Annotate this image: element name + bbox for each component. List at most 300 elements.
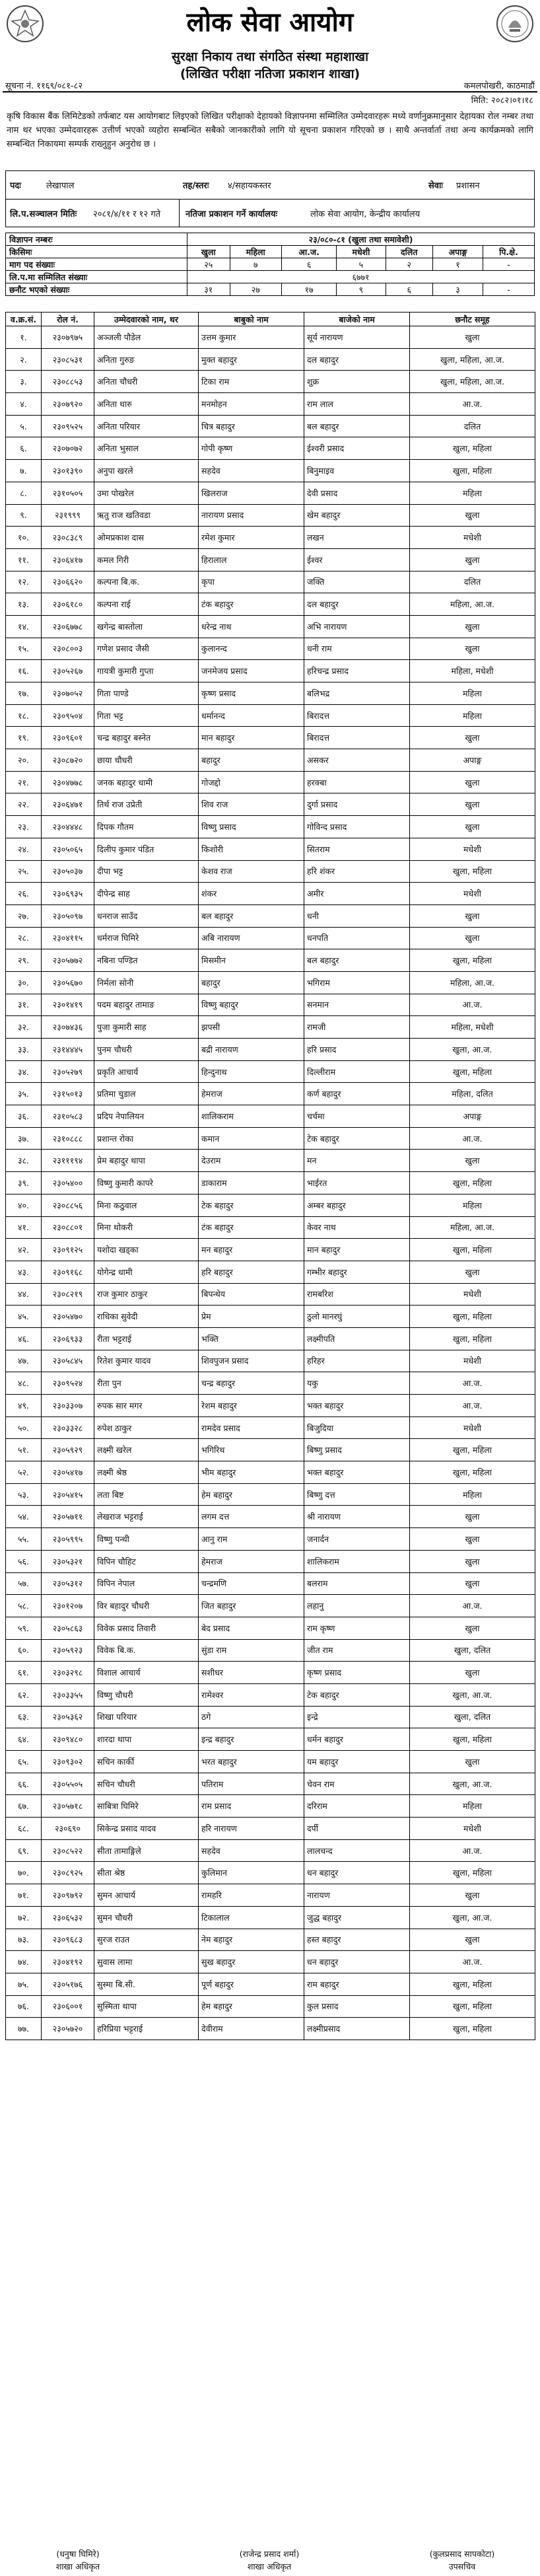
cell-grandfather-name: यम बहादुर [304,1751,410,1773]
cell-candidate-name: शिखा परियार [94,1706,199,1728]
cell-candidate-name: अनिता भुसाल [94,437,199,460]
cell-roll-no: २३१५०१३ [42,1083,94,1105]
cell-father-name: हरि नारायण [199,1818,304,1840]
cell-roll-no: २३०९५२५ [42,415,94,437]
table-row [6,1773,535,1795]
header-divider [3,91,537,92]
cell-roll-no: २३०५७७२ [42,949,94,972]
cell-grandfather-name: राम कृष्ण [304,1617,410,1639]
cell-group: महिला, मधेशी [410,660,535,682]
cell-group: खुला, दलित [410,1706,535,1728]
cell-roll-no: २३०५९२९ [42,1439,94,1461]
table-row [6,482,535,504]
cell-group: दलित [410,571,535,593]
cell-roll-no: २३०६४१७ [42,548,94,571]
cell-candidate-name: विर बहादुर चौधरी [94,1595,199,1617]
cell-roll-no: २३०७४३६ [42,1016,94,1039]
cell-sn: ७६. [6,1995,42,2018]
posts-cell: २ [386,258,432,271]
cell-group: खुला [410,927,535,949]
cell-roll-no: २३०७०७२ [42,437,94,460]
table-row [6,1662,535,1684]
cell-father-name: मान बहादुर [199,727,304,749]
cell-sn: ५६. [6,1550,42,1572]
cell-roll-no: २३०४१९२ [42,1951,94,1973]
cell-roll-no: २३०९६०१ [42,727,94,749]
cell-candidate-name: राज कुमार ठाकुर [94,1283,199,1306]
cell-grandfather-name: सनमान [304,994,410,1016]
cell-candidate-name: दिपक गौतम [94,816,199,838]
cell-group: आ.ज. [410,1395,535,1417]
cell-sn: ३१. [6,994,42,1016]
cell-candidate-name: पदम बहादुर तामाङ [94,994,199,1016]
cell-roll-no: २३०८८५३ [42,371,94,393]
posts-cell: १ [432,258,483,271]
cell-father-name: धरेन्द्र नाथ [199,615,304,638]
cell-grandfather-name: दरिराम [304,1795,410,1818]
cell-candidate-name: सुमन चौधरी [94,1906,199,1929]
table-row [6,1127,535,1150]
cell-father-name: भगिरिथ [199,1439,304,1461]
cell-group: अपाङ्ग [410,749,535,772]
cell-grandfather-name: राम बहादुर [304,1973,410,1995]
cell-grandfather-name: अभि नारायण [304,615,410,638]
cell-group: खुला, महिला [410,1306,535,1328]
cell-father-name: सहदेव [199,1839,304,1862]
cell-grandfather-name: दुर्गा प्रसाद [304,793,410,816]
cell-candidate-name: लक्ष्मी श्रेष्ठ [94,1461,199,1484]
cell-father-name: देउराम [199,1150,304,1172]
cell-grandfather-name: गोविन्द प्रसाद [304,816,410,838]
cell-roll-no: २३०४११५ [42,927,94,949]
cell-candidate-name: प्रदिप नेपालियन [94,1105,199,1128]
cell-candidate-name: पुनम चौधरी [94,1039,199,1061]
cell-sn: ३२. [6,1016,42,1039]
category-cell: खुला [187,246,230,258]
table-row [6,1372,535,1395]
cell-father-name: देवीराम [199,2018,304,2040]
cell-father-name: केशव राज [199,860,304,883]
cell-sn: १६. [6,660,42,682]
cell-sn: ३३. [6,1039,42,1061]
passed-cell: १७ [281,283,336,296]
cell-father-name: बिपन्थेय [199,1283,304,1306]
cell-candidate-name: गायत्री कुमारी गुप्ता [94,660,199,682]
table-row [6,1239,535,1261]
cell-sn: ४. [6,393,42,416]
cell-grandfather-name: बल बहादुर [304,415,410,437]
cell-father-name: टिका राम [199,371,304,393]
cell-sn: ४८. [6,1372,42,1395]
notice-header [0,0,540,94]
cell-roll-no: २३०४७७८ [42,771,94,793]
table-row [6,1683,535,1706]
cell-roll-no: २३०९१२५ [42,1239,94,1261]
cell-roll-no: २३०८८५६ [42,1194,94,1216]
cell-roll-no: २३०३३५५ [42,1683,94,1706]
cell-candidate-name: रीता भट्टराई [94,1327,199,1350]
cell-roll-no: २३०८५२२ [42,1839,94,1862]
signature-block [197,2548,342,2573]
table-row [6,371,535,393]
cell-father-name: हेमराज [199,1550,304,1572]
cell-candidate-name: दीपा भट्ट [94,860,199,883]
cell-candidate-name: गिता भट्ट [94,704,199,727]
table-row [6,1172,535,1195]
cell-roll-no: २३०५७११ [42,1506,94,1528]
table-row [6,704,535,727]
cell-grandfather-name: दिल्लीराम [304,1060,410,1083]
cell-sn: २७. [6,904,42,927]
table-row [6,415,535,437]
cell-candidate-name: विष्णु कुमारी कापरे [94,1172,199,1195]
cell-grandfather-name: यकु [304,1372,410,1395]
cell-sn: ७०. [6,1862,42,1884]
passed-cell: ९ [337,283,386,296]
table-row [6,393,535,416]
table-row [6,1639,535,1662]
table-row [6,971,535,994]
cell-grandfather-name: धनपति [304,927,410,949]
cell-father-name: मन बहादुर [199,1239,304,1261]
cell-father-name: मुक्त बहादुर [199,348,304,371]
cell-candidate-name: लेखराज भट्टराई [94,1506,199,1528]
cell-group: खुला, महिला [410,1172,535,1195]
cell-group: महिला [410,682,535,705]
cell-group: खुला [410,1506,535,1528]
cell-grandfather-name: बिरादत्त [304,727,410,749]
cell-father-name: सशीधर [199,1662,304,1684]
cell-candidate-name: सुरज राउत [94,1929,199,1951]
table-row [6,1395,535,1417]
cell-group: महिला [410,704,535,727]
cell-sn: ३७. [6,1127,42,1150]
level-value: ४/सहायकस्तर [228,181,271,191]
cell-sn: ६६. [6,1773,42,1795]
cell-grandfather-name: जीत राम [304,1639,410,1662]
cell-candidate-name: हरिप्रिया भट्टराई [94,2018,199,2040]
cell-roll-no: २३०३३०७ [42,1395,94,1417]
cell-sn: ७५. [6,1973,42,1995]
cell-father-name: राम प्रसाद [199,1795,304,1818]
cell-grandfather-name: अमीर [304,883,410,905]
cell-roll-no: २३०५३६२ [42,1706,94,1728]
intro-paragraph: कृषि विकास बैंक लिमिटेडको तर्फबाट यस आयोगबाट लिइएको लिखित परीक्षाको देहायको विज्ञापनमा सम्मिलित उम्मेदवारहरू मध्ये वर्णानुक्रमानुसार देहायका रोल नम्बर तथा नाम थर भएका उम्मेदवारहरू उत्तीर्ण भएको व्यहोरा सम्बन्धित सबैको जानकारीको लागि यो सूचना प्रकाशन गरिएको छ । साथै अन्तर्वार्ता तथा अन्य कार्यक्रमको लागि सम्बन्धित निकायमा सम्पर्क राख्नुहुन अनुरोध छ । [7,112,533,149]
posts-cell: २५ [187,258,230,271]
table-row [6,1528,535,1551]
cell-grandfather-name: खेम बहादुर [304,504,410,527]
cell-father-name: उत्तम कुमार [199,326,304,349]
summary-row [6,258,535,271]
cell-sn: ७२. [6,1906,42,1929]
cell-grandfather-name: राम लाल [304,393,410,416]
cell-father-name: भक्ति [199,1327,304,1350]
service-value: प्रशासन [456,181,480,191]
cell-father-name: रमेश कुमार [199,527,304,549]
cell-grandfather-name: हरि प्रसाद [304,1039,410,1061]
cell-roll-no: २३०८२१९ [42,1283,94,1306]
cell-sn: १३. [6,593,42,616]
cell-group: खुला, महिला [410,437,535,460]
cell-grandfather-name: बिरादत्त [304,704,410,727]
cell-roll-no: २३०६९३५ [42,883,94,905]
cell-roll-no: २३०३३२८ [42,1417,94,1439]
cell-father-name: लगम दत्त [199,1506,304,1528]
cell-father-name: बहादुर [199,971,304,994]
cell-candidate-name: अनिता गुरुङ [94,348,199,371]
cell-grandfather-name: ईश्वर [304,548,410,571]
cell-grandfather-name: सितराम [304,838,410,860]
cell-father-name: विष्णु बहादुर [199,994,304,1016]
cell-father-name: कमान [199,1127,304,1150]
cell-candidate-name: यशोदा खड्का [94,1239,199,1261]
cell-candidate-name: धनराज साउँद [94,904,199,927]
cell-roll-no: २३०९५२४ [42,1372,94,1395]
cell-candidate-name: अञ्जली पौडेल [94,326,199,349]
category-cell: पि.क्षे. [483,246,534,258]
table-row [6,571,535,593]
cell-sn: ७. [6,460,42,482]
cell-roll-no: २३१०८८८ [42,1127,94,1150]
table-row [6,593,535,616]
cell-father-name: चन्द्रमणि [199,1572,304,1595]
cell-sn: २२. [6,793,42,816]
cell-grandfather-name: शुक्र [304,371,410,393]
cell-group: मधेशी [410,1818,535,1840]
passed-cell: ६ [386,283,432,296]
cell-father-name: मिसमीन [199,949,304,972]
post-info-row [6,171,534,200]
cell-candidate-name: प्रतिमा चुडाल [94,1083,199,1105]
cell-sn: ४४. [6,1283,42,1306]
summary-row [6,283,535,296]
cell-candidate-name: अनिता चौधरी [94,371,199,393]
table-row [6,1461,535,1484]
cell-sn: १८. [6,704,42,727]
cell-candidate-name: साबित्रा घिमिरे [94,1795,199,1818]
cell-grandfather-name: जनार्दन [304,1528,410,1551]
cell-group: खुला, आ.ज. [410,1906,535,1929]
cell-roll-no: २३०८७२० [42,749,94,772]
cell-group: खुला, महिला [410,1995,535,2018]
cell-grandfather-name: धन बहादुर [304,1862,410,1884]
table-row [6,1572,535,1595]
cell-group: खुला [410,326,535,349]
cell-sn: ५४. [6,1506,42,1528]
results-body [6,326,535,2040]
signatory-role: शाखा अधिकृत [247,2561,292,2571]
table-row [6,1595,535,1617]
cell-roll-no: २३०८३८९ [42,527,94,549]
cell-roll-no: २३०५९९५ [42,1528,94,1551]
cell-grandfather-name: इन्द्रे [304,1706,410,1728]
cell-father-name: शिवपुजन प्रसाद [199,1350,304,1372]
cell-sn: ४०. [6,1194,42,1216]
cell-group: खुला, महिला [410,1862,535,1884]
cell-roll-no: २३०५०३७ [42,860,94,883]
summary-row [6,271,535,283]
cell-sn: ९. [6,504,42,527]
table-row [6,793,535,816]
cell-grandfather-name: बल बहादुर [304,949,410,972]
cell-group: आ.ज. [410,393,535,416]
signatory-name: (राजेन्द्र प्रसाद शर्मा) [239,2549,300,2559]
cell-father-name: ठगे [199,1706,304,1728]
col-header-father: बाबुको नाम [199,313,304,326]
cell-group: दलित [410,415,535,437]
cell-father-name: भरत बहादुर [199,1751,304,1773]
cell-father-name: सुंडा राम [199,1639,304,1662]
cell-sn: १. [6,326,42,349]
table-row [6,1818,535,1840]
cell-sn: ७३. [6,1929,42,1951]
notice-date: मिति: २०८२।०१।१८ [471,96,533,106]
table-row [6,1327,535,1350]
cell-sn: ७१. [6,1884,42,1907]
cell-group: महिला, आ.ज. [410,971,535,994]
cell-father-name: बेद प्रसाद [199,1617,304,1639]
cell-grandfather-name: मन [304,1150,410,1172]
cell-candidate-name: राधिका सुवेदी [94,1306,199,1328]
col-header-grandfather: बाजेको नाम [304,313,410,326]
cell-father-name: विष्णु प्रसाद [199,816,304,838]
signatory-name: (धनुषा घिमिरे) [56,2549,100,2559]
cell-sn: ६०. [6,1639,42,1662]
cell-candidate-name: मिना कठुवाल [94,1194,199,1216]
cell-grandfather-name: श्री नारायण [304,1506,410,1528]
cell-candidate-name: सचिन कार्की [94,1751,199,1773]
table-row [6,1283,535,1306]
cell-sn: २९. [6,949,42,972]
cell-father-name: अबि नारायण [199,927,304,949]
result-office-value: लोक सेवा आयोग, केन्द्रीय कार्यालय [310,209,421,219]
cell-father-name: रेशम बहादुर [199,1395,304,1417]
cell-group: मधेशी [410,883,535,905]
level-label: तह/स्तरः [183,181,209,191]
signatory-role: उपसचिव [448,2561,476,2571]
cell-candidate-name: नबिना पण्डित [94,949,199,972]
table-row [6,1862,535,1884]
posts-cell: ६ [281,258,336,271]
cell-roll-no: २३०५९२३ [42,1639,94,1662]
signature-block [389,2548,535,2573]
cell-father-name: रामेश्वर [199,1683,304,1706]
cell-grandfather-name: भाईरत [304,1172,410,1195]
cell-grandfather-name: लहानु [304,1595,410,1617]
cell-father-name: हेम बहादुर [199,1995,304,2018]
table-row [6,1039,535,1061]
table-row [6,1951,535,1973]
exam-date-label: लि.प.सञ्चालन मितिः [10,209,77,219]
cell-candidate-name: गिता पाण्डे [94,682,199,705]
cell-sn: ६९. [6,1839,42,1862]
cell-sn: ३५. [6,1083,42,1105]
cell-grandfather-name: दल बहादुर [304,348,410,371]
summary-row [6,246,535,258]
cell-sn: ३४. [6,1060,42,1083]
cell-roll-no: २३०५७२० [42,2018,94,2040]
cell-grandfather-name: देवी प्रसाद [304,482,410,504]
cell-roll-no: २३०५३१२ [42,1572,94,1595]
cell-roll-no: २३०९५०४ [42,704,94,727]
cell-grandfather-name: केवर नाथ [304,1216,410,1239]
cell-sn: ६१. [6,1662,42,1684]
table-row [6,1150,535,1172]
table-row [6,1906,535,1929]
cell-candidate-name: विपिन नेपाल [94,1572,199,1595]
cell-sn: ५३. [6,1483,42,1506]
cell-candidate-name: प्रकृति आचार्य [94,1060,199,1083]
cell-group: खुला, महिला [410,1060,535,1083]
table-row [6,949,535,972]
cell-group: महिला, आ.ज. [410,593,535,616]
cell-grandfather-name: बिष्णु दत्त [304,1483,410,1506]
cell-roll-no: २३१०५०५ [42,482,94,504]
cell-father-name: इन्द्र बहादुर [199,1728,304,1751]
cell-grandfather-name: ठुलो मानरघुं [304,1306,410,1328]
cell-grandfather-name: धर्मन बहादुर [304,1728,410,1751]
cell-roll-no: २३०७९२० [42,393,94,416]
col-header-sn: व.क्र.सं. [6,313,42,326]
cell-grandfather-name: हरिचन्द्र प्रसाद [304,660,410,682]
cell-grandfather-name: बिजुदिया [304,1417,410,1439]
cell-sn: ४९. [6,1395,42,1417]
cell-grandfather-name: हरि शंकर [304,860,410,883]
cell-sn: ५०. [6,1417,42,1439]
cell-candidate-name: प्रेम बहादुर थापा [94,1150,199,1172]
cell-roll-no: २३०९४८० [42,1728,94,1751]
cell-candidate-name: सुवास लामा [94,1951,199,1973]
cell-roll-no: २३०८९२५ [42,1862,94,1884]
cell-grandfather-name: चर्चमा [304,1105,410,1128]
table-row [6,548,535,571]
cell-father-name: कृष्ण प्रसाद [199,682,304,705]
table-row [6,437,535,460]
cell-father-name: हेमराज [199,1083,304,1105]
cell-grandfather-name: धनी राम [304,638,410,660]
table-row [6,638,535,660]
cell-candidate-name: दिलीप कुमार पंडित [94,838,199,860]
cell-roll-no: २३०६४७१ [42,793,94,816]
table-row [6,1550,535,1572]
cell-father-name: चित्र बहादुर [199,415,304,437]
cell-father-name: मनमोहन [199,393,304,416]
cell-candidate-name: खगेन्द्र बास्तोला [94,615,199,638]
adv-value: २३/०८०-८१ (खुला तथा समावेशी) [187,233,535,246]
cell-grandfather-name: दर्पी [304,1818,410,1840]
cell-sn: २६. [6,883,42,905]
table-row [6,1439,535,1461]
exam-info-row [6,200,534,227]
cell-sn: ५. [6,415,42,437]
table-row [6,2018,535,2040]
cell-grandfather-name: सूर्य नारायण [304,326,410,349]
cell-roll-no: २३०६६२० [42,571,94,593]
cell-group: खुला, महिला [410,460,535,482]
table-row [6,883,535,905]
cell-father-name: कुलानन्द [199,638,304,660]
cell-grandfather-name: बलिभद्र [304,682,410,705]
cell-candidate-name: विवेक बि.क. [94,1639,199,1662]
cell-group: खुला [410,793,535,816]
table-row [6,1728,535,1751]
applicants-label: लि.प.मा सम्मिलित संख्याः [6,271,187,283]
cell-candidate-name: गणेश प्रसाद जैसी [94,638,199,660]
cell-roll-no: २३०५८६३ [42,1617,94,1639]
cell-candidate-name: योगेन्द्र धामी [94,1261,199,1283]
cell-group: खुला, आ.ज. [410,1773,535,1795]
cell-grandfather-name: कुल प्रसाद [304,1995,410,2018]
